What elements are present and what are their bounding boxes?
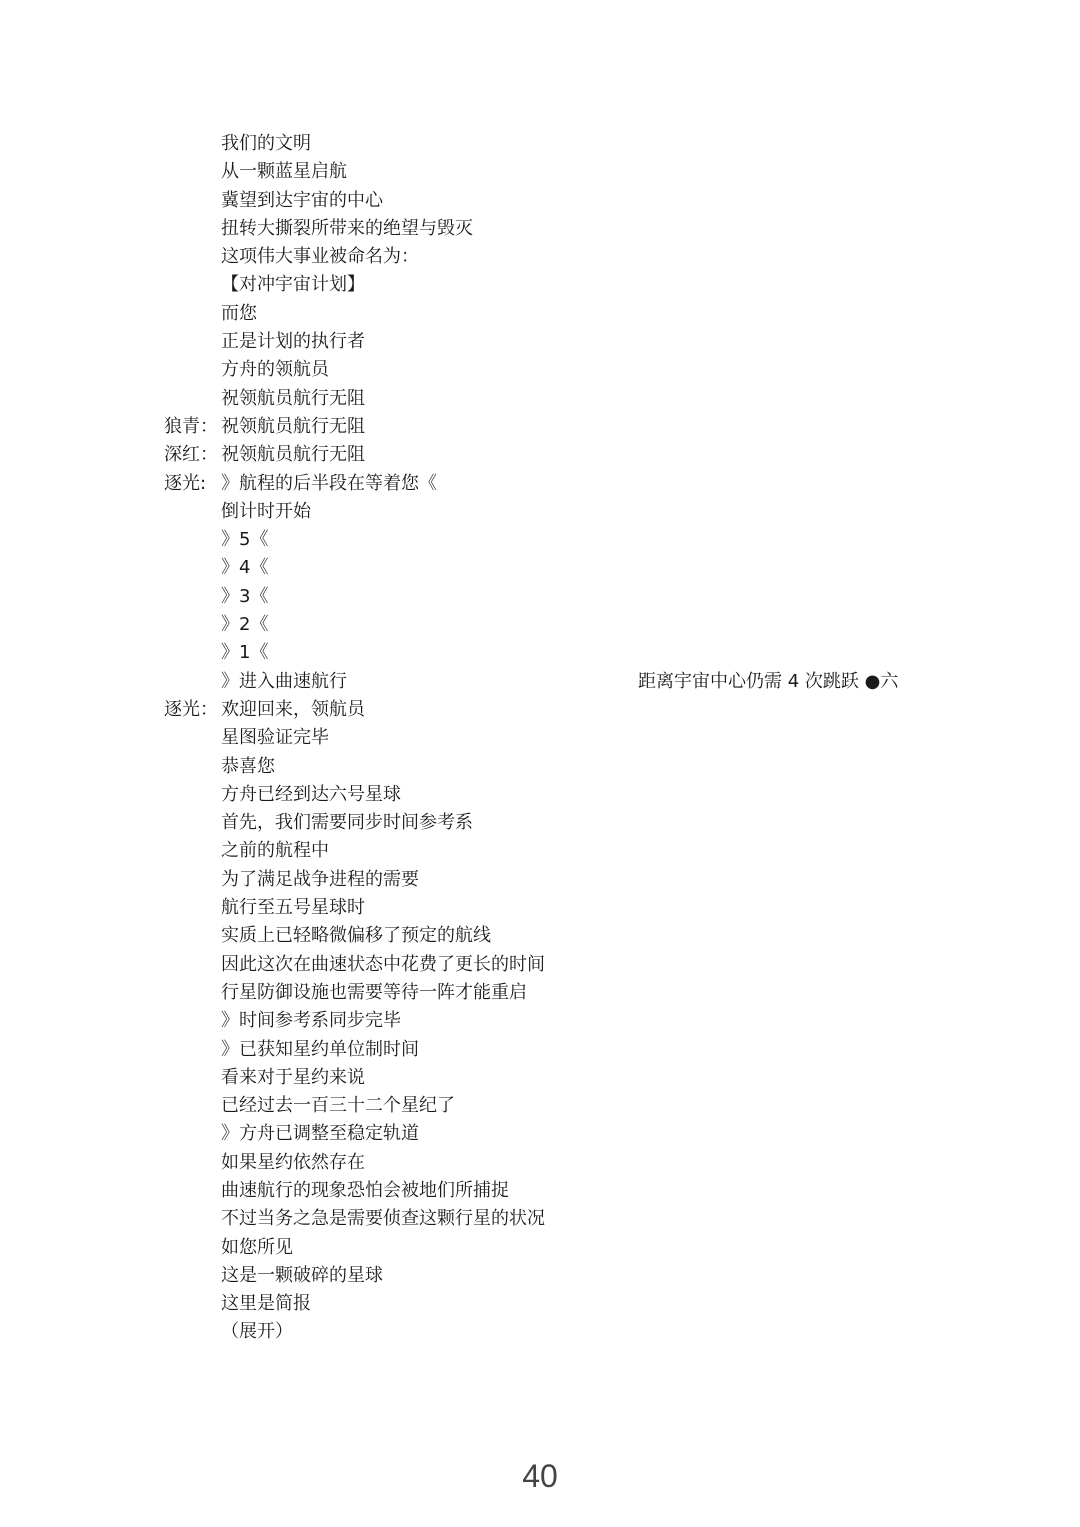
script-line — [0, 243, 1080, 271]
script-line — [0, 554, 1080, 582]
line-text: 实质上已轻略微偏移了预定的航线 — [221, 925, 491, 947]
script-line — [0, 809, 1080, 837]
script-line — [0, 668, 1080, 696]
line-text: 如您所见 — [221, 1236, 293, 1258]
script-line — [0, 271, 1080, 299]
line-text: 》3《 — [221, 585, 269, 607]
line-text: 》5《 — [221, 529, 269, 551]
line-text: 》方舟已调整至稳定轨道 — [221, 1123, 419, 1145]
script-line — [0, 1177, 1080, 1205]
line-text: 这项伟大事业被命名为： — [221, 246, 419, 268]
jump-status-note: 距离宇宙中心仍需 4 次跳跃 ●六 — [638, 670, 899, 692]
script-line — [0, 385, 1080, 413]
line-text: 方舟的领航员 — [221, 359, 329, 381]
script-line — [0, 979, 1080, 1007]
script-line — [0, 498, 1080, 526]
line-text: 》1《 — [221, 642, 269, 664]
script-line — [0, 1036, 1080, 1064]
script-line — [0, 413, 1080, 441]
line-text: 如果星约依然存在 — [221, 1151, 365, 1173]
line-text: 欢迎回来，领航员 — [221, 698, 365, 720]
line-text: 为了满足战争进程的需要 — [221, 868, 419, 890]
script-line — [0, 781, 1080, 809]
line-text: 【对冲宇宙计划】 — [221, 274, 365, 296]
script-line — [0, 1120, 1080, 1148]
script-line — [0, 951, 1080, 979]
line-text: 》航程的后半段在等着您《 — [221, 472, 437, 494]
line-text: 祝领航员航行无阻 — [221, 415, 365, 437]
script-line — [0, 158, 1080, 186]
line-text: 这是一颗破碎的星球 — [221, 1264, 383, 1286]
script-line — [0, 1064, 1080, 1092]
line-text: 祝领航员航行无阻 — [221, 444, 365, 466]
line-text: 》2《 — [221, 614, 269, 636]
line-text: 不过当务之急是需要侦查这颗行星的状况 — [221, 1208, 545, 1230]
line-text: 之前的航程中 — [221, 840, 329, 862]
line-text: 》进入曲速航行 — [221, 670, 347, 692]
script-line — [0, 441, 1080, 469]
line-text: 这里是简报 — [221, 1293, 311, 1315]
script-line — [0, 300, 1080, 328]
script-line — [0, 215, 1080, 243]
speaker-label: 逐光: — [164, 472, 207, 494]
line-text: 已经过去一百三十二个星纪了 — [221, 1095, 455, 1117]
line-text: 方舟已经到达六号星球 — [221, 783, 401, 805]
script-line — [0, 356, 1080, 384]
script-line — [0, 753, 1080, 781]
line-text: 看来对于星约来说 — [221, 1066, 365, 1088]
script-line — [0, 894, 1080, 922]
speaker-label: 逐光： — [164, 698, 218, 720]
script-line — [0, 583, 1080, 611]
line-text: 》已获知星约单位制时间 — [221, 1038, 419, 1060]
script-line — [0, 696, 1080, 724]
line-text: 星图验证完毕 — [221, 727, 329, 749]
line-text: 》时间参考系同步完毕 — [221, 1010, 401, 1032]
line-text: 首先，我们需要同步时间参考系 — [221, 812, 473, 834]
script-line — [0, 837, 1080, 865]
script-line — [0, 328, 1080, 356]
line-text: 扭转大撕裂所带来的绝望与毁灭 — [221, 217, 473, 239]
script-line — [0, 922, 1080, 950]
line-text: 正是计划的执行者 — [221, 331, 365, 353]
line-text: 因此这次在曲速状态中花费了更长的时间 — [221, 953, 545, 975]
script-line — [0, 1318, 1080, 1346]
script-line — [0, 1149, 1080, 1177]
script-body — [0, 130, 1080, 1347]
script-line — [0, 724, 1080, 752]
line-text: 从一颗蓝星启航 — [221, 161, 347, 183]
script-line — [0, 1092, 1080, 1120]
line-text: 恭喜您 — [221, 755, 275, 777]
speaker-label: 深红： — [164, 444, 218, 466]
script-line — [0, 1290, 1080, 1318]
script-line — [0, 1205, 1080, 1233]
script-line — [0, 611, 1080, 639]
line-text: 曲速航行的现象恐怕会被地们所捕捉 — [221, 1179, 509, 1201]
script-line — [0, 1234, 1080, 1262]
speaker-label: 狼青： — [164, 415, 218, 437]
line-text: 》4《 — [221, 557, 269, 579]
script-line — [0, 1262, 1080, 1290]
line-text: 祝领航员航行无阻 — [221, 387, 365, 409]
line-text: 倒计时开始 — [221, 500, 311, 522]
page-number: 40 — [522, 1458, 558, 1494]
line-text: 行星防御设施也需要等待一阵才能重启 — [221, 981, 527, 1003]
script-line — [0, 187, 1080, 215]
line-text: 航行至五号星球时 — [221, 897, 365, 919]
line-text: 冀望到达宇宙的中心 — [221, 189, 383, 211]
script-line — [0, 639, 1080, 667]
script-line — [0, 470, 1080, 498]
script-line — [0, 526, 1080, 554]
line-text: （展开） — [221, 1321, 293, 1343]
line-text: 我们的文明 — [221, 133, 311, 154]
script-line — [0, 1007, 1080, 1035]
script-line — [0, 130, 1080, 158]
line-text: 而您 — [221, 302, 257, 324]
script-line — [0, 866, 1080, 894]
